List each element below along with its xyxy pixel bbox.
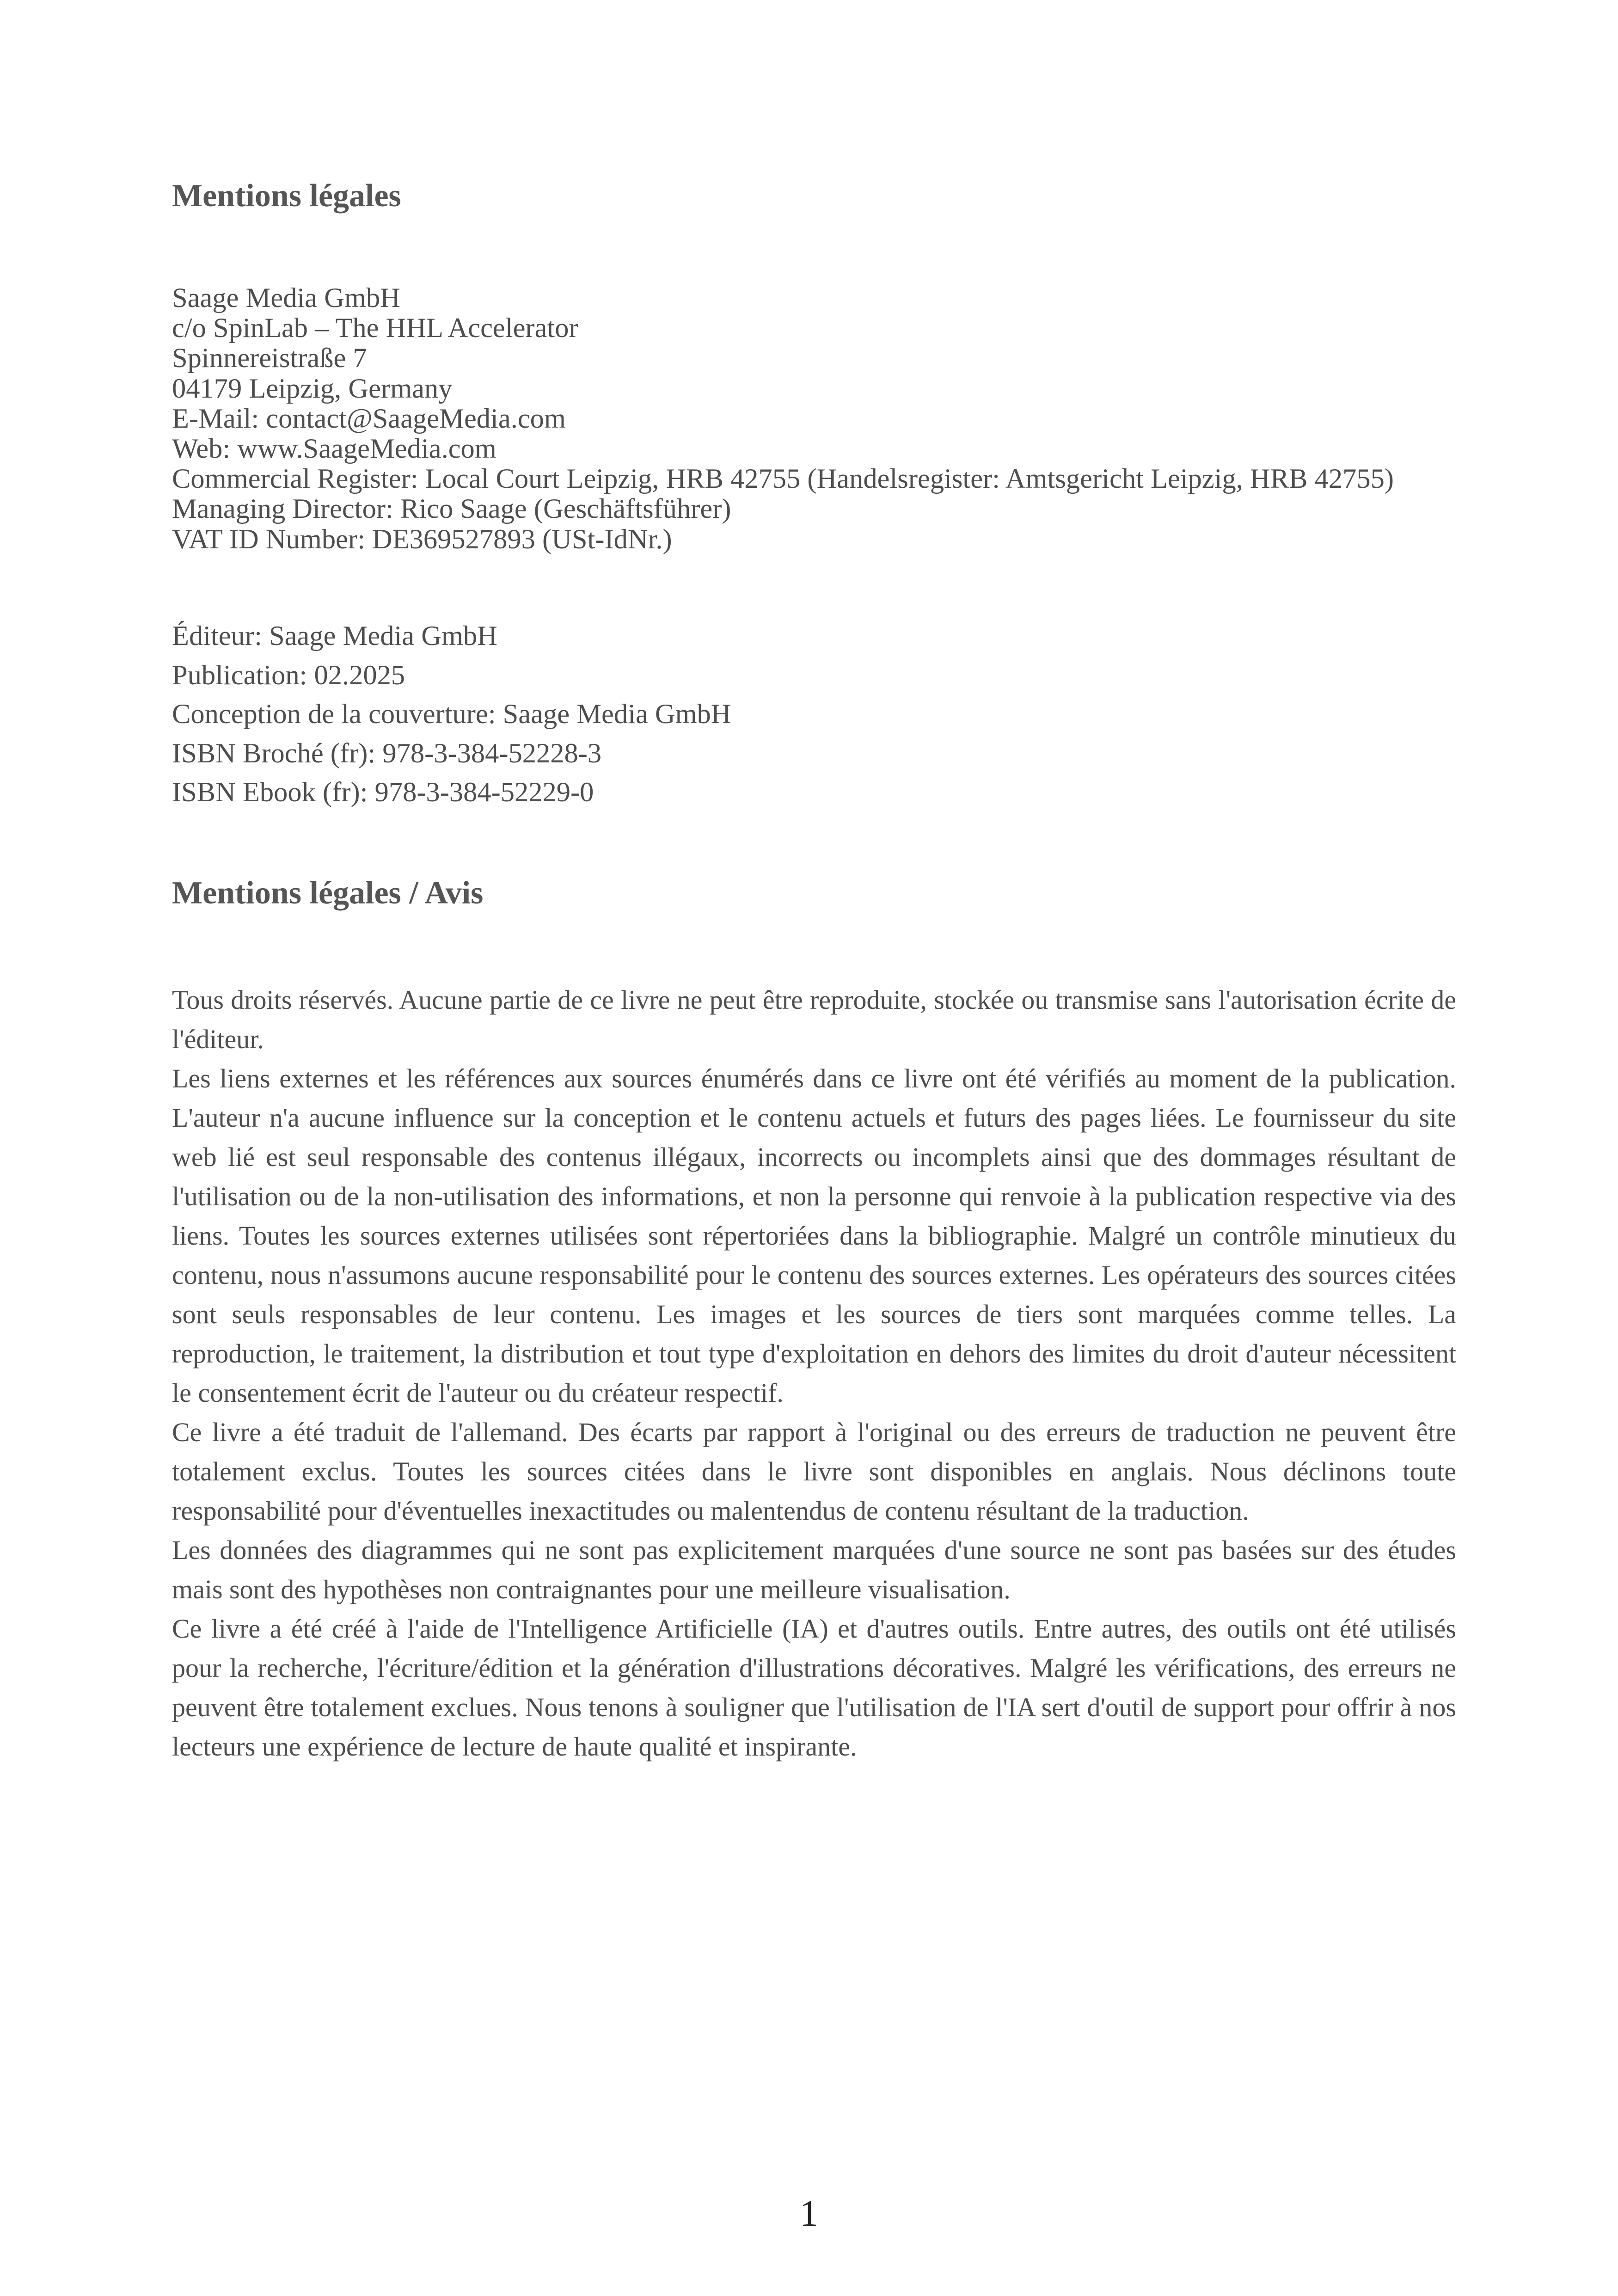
cover-design-line: Conception de la couverture: Saage Media GmbH <box>172 699 731 730</box>
publication-date-line: Publication: 02.2025 <box>172 659 405 691</box>
web-line: Web: www.SaageMedia.com <box>172 433 496 465</box>
notice-body <box>172 980 1456 1766</box>
ai-usage-paragraph: Ce livre a été créé à l'aide de l'Intelligence Artificielle (IA) et d'autres outils. Entre autres, des outils ont été utilisés pour la recherche, l'écriture/édition et la génération d'illustrations décoratives. Malgré les vérifications, des erreurs ne peuvent être totalement exclues. Nous tenons à souligner que l'utilisation de l'IA sert d'outil de support pour offrir à nos lecteurs une expérience de lecture de haute qualité et inspirante. <box>172 1614 1456 1762</box>
translation-paragraph: Ce livre a été traduit de l'allemand. Des écarts par rapport à l'original ou des erreurs de traduction ne peuvent être totalement exclus. Toutes les sources citées dans le livre sont disponibles en anglais. Nous déclinons toute responsabilité pour d'éventuelles inexactitudes ou malentendus de contenu résultant de la traduction. <box>172 1417 1456 1526</box>
isbn-paperback-line: ISBN Broché (fr): 978-3-384-52228-3 <box>172 737 602 769</box>
care-of-line: c/o SpinLab – The HHL Accelerator <box>172 313 578 344</box>
page-number: 1 <box>800 2193 818 2234</box>
publisher-address-block <box>172 283 1456 554</box>
street-line: Spinnereistraße 7 <box>172 343 367 374</box>
legal-notice-heading: Mentions légales <box>172 178 401 214</box>
isbn-ebook-line: ISBN Ebook (fr): 978-3-384-52229-0 <box>172 777 594 808</box>
managing-director-line: Managing Director: Rico Saage (Geschäftsführer) <box>172 493 731 525</box>
email-line: E-Mail: contact@SaageMedia.com <box>172 403 566 434</box>
publisher-line: Éditeur: Saage Media GmbH <box>172 620 497 651</box>
rights-paragraph: Tous droits réservés. Aucune partie de ce livre ne peut être reproduite, stockée ou transmise sans l'autorisation écrite de l'éditeur. <box>172 985 1456 1054</box>
notice-heading: Mentions légales / Avis <box>172 875 484 911</box>
external-links-paragraph: Les liens externes et les références aux sources énumérés dans ce livre ont été vérifiés au moment de la publication. L'auteur n'a aucune influence sur la conception et le contenu actuels et futurs des pages liées. Le fournisseur du site web lié est seul responsable des contenus illégaux, incorrects ou incomplets ainsi que des dommages résultant de l'utilisation ou de la non-utilisation des informations, et non la personne qui renvoie à la publication respective via des liens. Toutes les sources externes utilisées sont répertoriées dans la bibliographie. Malgré un contrôle minutieux du contenu, nous n'assumons aucune responsabilité pour le contenu des sources externes. Les opérateurs des sources citées sont seuls responsables de leur contenu. Les images et les sources de tiers sont marquées comme telles. La reproduction, le traitement, la distribution et tout type d'exploitation en dehors des limites du droit d'auteur nécessitent le consentement écrit de l'auteur ou du créateur respectif. <box>172 1063 1456 1408</box>
document-page <box>172 0 1456 2296</box>
city-line: 04179 Leipzig, Germany <box>172 373 453 404</box>
publication-info-block <box>172 617 1456 812</box>
diagram-data-paragraph: Les données des diagrammes qui ne sont pas explicitement marquées d'une source ne sont pas basées sur des études mais sont des hypothèses non contraignantes pour une meilleure visualisation. <box>172 1535 1456 1604</box>
company-name: Saage Media GmbH <box>172 282 400 313</box>
vat-id-line: VAT ID Number: DE369527893 (USt-IdNr.) <box>172 523 672 555</box>
commercial-register-line: Commercial Register: Local Court Leipzig, HRB 42755 (Handelsregister: Amtsgericht Leipzig, HRB 42755) <box>172 463 1394 495</box>
